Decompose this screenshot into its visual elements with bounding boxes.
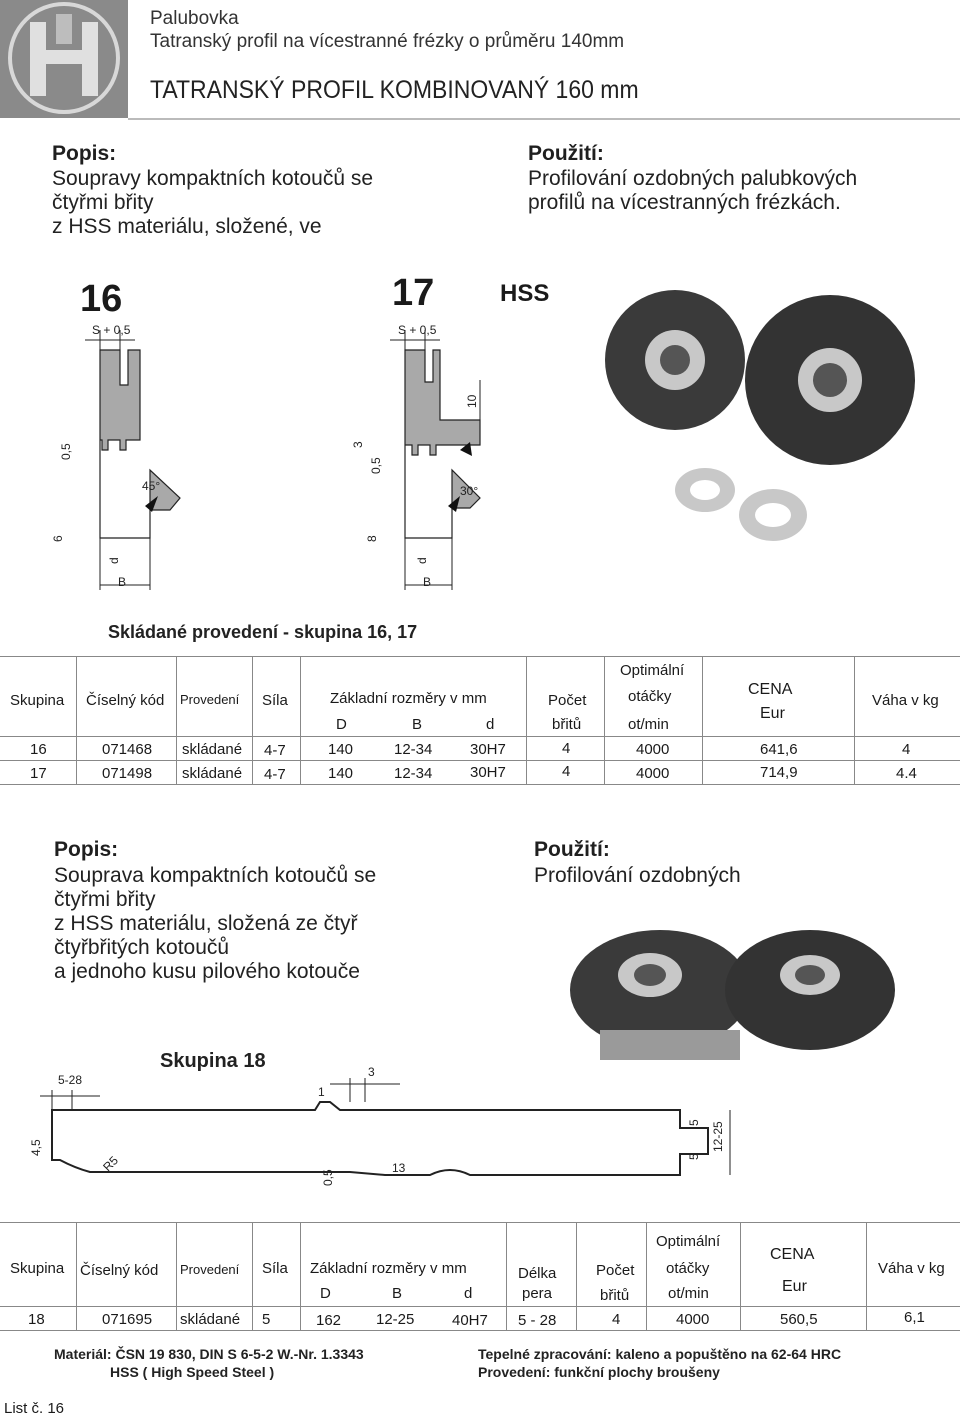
footer-hss: HSS ( High Speed Steel ) (110, 1364, 275, 1380)
dim-5-28: 5-28 (58, 1073, 83, 1087)
t2-h-otacky: otáčky (666, 1260, 710, 1277)
t2-h-provedeni: Provedení (180, 1262, 240, 1277)
t2-r1-D: 162 (316, 1312, 342, 1329)
dim-5b: 5 (687, 1153, 701, 1160)
t1-r2-vaha: 4.4 (896, 765, 917, 782)
table2 (0, 1222, 960, 1330)
t1-h-D: D (336, 716, 347, 733)
t1-r2-pocet: 4 (562, 763, 571, 780)
t2-r1-pocet: 4 (612, 1311, 621, 1328)
profile-17-8: 8 (365, 535, 379, 542)
t1-row-line (0, 760, 960, 761)
t2-r1-otacky: 4000 (676, 1311, 710, 1328)
profile-16-shape (100, 350, 180, 538)
t1-r1-B: 12-34 (394, 741, 433, 758)
t1-vline (702, 656, 703, 784)
company-logo (0, 0, 128, 118)
profile-18-shape (52, 1102, 708, 1175)
t2-h-cena: CENA (770, 1246, 815, 1263)
t1-vline (76, 656, 77, 784)
popis2-line: a jednoho kusu pilového kotouče (54, 960, 360, 983)
dim-13: 13 (392, 1161, 406, 1175)
footer-material: Materiál: ČSN 19 830, DIN S 6-5-2 W.-Nr. 1.3343 (54, 1346, 364, 1362)
t2-vline (176, 1222, 177, 1330)
t1-h-d: d (486, 716, 495, 733)
cutter-photo-1 (580, 280, 930, 550)
profile-17-angle: 30° (460, 484, 479, 498)
dim-4-5: 4,5 (29, 1139, 43, 1156)
t2-r1-skupina: 18 (28, 1311, 45, 1328)
t1-r1-sila: 4-7 (264, 742, 286, 759)
profile-17-3: 3 (351, 441, 365, 448)
t2-r1-delka: 5 - 28 (518, 1312, 557, 1329)
profile-16-b: B (118, 575, 127, 589)
t2-vline (576, 1222, 577, 1330)
t1-r2-provedeni: skládané (182, 765, 243, 782)
t1-h-otacky: otáčky (628, 688, 672, 705)
header-title: Palubovka (150, 8, 239, 29)
t2-h-B: B (392, 1285, 403, 1302)
t1-r2-D: 140 (328, 765, 354, 782)
t1-r1-pocet: 4 (562, 740, 571, 757)
profile-16-number: 16 (80, 278, 123, 320)
t2-h-vaha: Váha v kg (878, 1260, 945, 1277)
profile-16-d: d (107, 557, 121, 564)
t2-h-britu: břitů (600, 1287, 630, 1304)
pouziti2-label: Použití: (534, 838, 610, 861)
t1-h-opt: Optimální (620, 662, 685, 679)
popis-line: Soupravy kompaktních kotoučů se (52, 167, 374, 190)
pouziti-label: Použití: (528, 142, 604, 165)
group-title-18: Skupina 18 (160, 1050, 266, 1072)
page-number: List č. 16 (4, 1400, 65, 1417)
t1-r1-cena: 641,6 (760, 741, 798, 758)
t1-r1-kod: 071468 (102, 741, 153, 758)
popis-line: z HSS materiálu, složené, ve (52, 215, 322, 238)
t2-r1-sila: 5 (262, 1311, 271, 1328)
dim-1: 1 (318, 1085, 325, 1099)
profile-17-s-label: S + 0,5 (398, 323, 437, 337)
header-divider (128, 118, 960, 120)
profile-17-d: d (415, 557, 429, 564)
table2-bottom-line (0, 1330, 960, 1331)
profile-18-drawing (20, 1060, 740, 1190)
t1-h-B: B (412, 716, 423, 733)
popis-label: Popis: (52, 142, 117, 165)
profile-16-6: 6 (51, 535, 65, 542)
t1-r2-cena: 714,9 (760, 764, 798, 781)
dim-12-25: 12-25 (711, 1121, 725, 1152)
dim-5a: 5 (687, 1119, 701, 1126)
t2-vline (252, 1222, 253, 1330)
popis2-text (54, 864, 376, 984)
popis2-line: čtyřbřitých kotoučů (54, 936, 230, 959)
t1-h-vaha: Váha v kg (872, 692, 939, 709)
header-subtitle: Tatranský profil na vícestranné frézky o průměru 140mm (150, 31, 625, 52)
t2-h-kod: Číselný kód (80, 1262, 159, 1279)
t1-r1-skupina: 16 (30, 741, 47, 758)
t1-r2-kod: 071498 (102, 765, 153, 782)
t1-h-skupina: Skupina (10, 692, 65, 709)
pouziti2-text (534, 864, 741, 888)
t2-h-delka: Délka (518, 1265, 557, 1282)
t1-vline (176, 656, 177, 784)
t1-r1-provedeni: skládané (182, 741, 243, 758)
t1-r2-d: 30H7 (470, 764, 506, 781)
popis2-line: z HSS materiálu, složená ze čtyř (54, 912, 358, 935)
t2-r1-provedeni: skládané (180, 1311, 241, 1328)
t1-vline (300, 656, 301, 784)
t1-h-zakladni: Základní rozměry v mm (330, 690, 487, 707)
t2-h-skupina: Skupina (10, 1260, 65, 1277)
t2-r1-vaha: 6,1 (904, 1309, 925, 1326)
t1-vline (252, 656, 253, 784)
profile-17-10: 10 (465, 394, 479, 408)
t1-r2-B: 12-34 (394, 765, 433, 782)
t2-h-eur: Eur (782, 1278, 807, 1295)
t2-h-d: d (464, 1285, 473, 1302)
pouziti-line: profilů na vícestranných frézkách. (528, 191, 841, 214)
t1-h-eur: Eur (760, 705, 785, 722)
profile-drawings (40, 320, 500, 610)
t1-r2-sila: 4-7 (264, 766, 286, 783)
popis-text (52, 167, 373, 239)
t1-vline (526, 656, 527, 784)
t1-vline (854, 656, 855, 784)
t1-h-pocet: Počet (548, 692, 587, 709)
profile-17-number: 17 (392, 272, 435, 314)
pouziti2-line: Profilování ozdobných (534, 864, 741, 887)
t1-h-sila: Síla (262, 692, 288, 709)
profile-16-angle: 45° (142, 479, 161, 493)
profile-16-05: 0,5 (59, 443, 73, 460)
t1-h-provedeni: Provedení (180, 692, 240, 707)
popis2-label: Popis: (54, 838, 119, 861)
t2-h-otmin: ot/min (668, 1285, 709, 1302)
t2-h-D: D (320, 1285, 331, 1302)
page-main-title: TATRANSKÝ PROFIL KOMBINOVANÝ 160 mm (150, 76, 639, 104)
popis2-line: čtyřmi břity (54, 888, 156, 911)
t2-vline (506, 1222, 507, 1330)
t1-r1-D: 140 (328, 741, 354, 758)
t1-h-cena: CENA (748, 681, 793, 698)
t1-h-otmin: ot/min (628, 716, 669, 733)
popis2-line: Souprava kompaktních kotoučů se (54, 864, 377, 887)
t1-h-britu: břitů (552, 716, 582, 733)
footer-provedeni: Provedení: funkční plochy broušeny (478, 1364, 720, 1380)
t2-h-opt: Optimální (656, 1233, 721, 1250)
t2-h-pera: pera (522, 1285, 553, 1302)
t2-r1-cena: 560,5 (780, 1311, 818, 1328)
t2-vline (300, 1222, 301, 1330)
t2-r1-d: 40H7 (452, 1312, 488, 1329)
dim-3: 3 (368, 1065, 375, 1079)
t2-h-sila: Síla (262, 1260, 288, 1277)
t2-r1-kod: 071695 (102, 1311, 153, 1328)
t2-row-line (0, 1306, 960, 1307)
t1-vline (604, 656, 605, 784)
t2-vline (740, 1222, 741, 1330)
profile-17-05: 0,5 (369, 457, 383, 474)
table1 (0, 656, 960, 784)
t1-r2-otacky: 4000 (636, 765, 670, 782)
t1-r1-vaha: 4 (902, 741, 911, 758)
t1-r1-d: 30H7 (470, 741, 506, 758)
t1-r2-skupina: 17 (30, 765, 47, 782)
table1-bottom-line (0, 784, 960, 785)
group-title-16-17: Skládané provedení - skupina 16, 17 (108, 622, 418, 642)
t2-h-pocet: Počet (596, 1262, 635, 1279)
t1-h-kod: Číselný kód (86, 692, 165, 709)
profile-17-b: B (423, 575, 432, 589)
popis-line: čtyřmi břity (52, 191, 154, 214)
hss-label: HSS (500, 280, 550, 307)
dim-r5: R5 (100, 1153, 121, 1175)
t2-vline (646, 1222, 647, 1330)
t2-vline (866, 1222, 867, 1330)
pouziti-line: Profilování ozdobných palubkových (528, 167, 858, 190)
cutter-photo-2 (560, 920, 900, 1080)
t2-r1-B: 12-25 (376, 1311, 415, 1328)
t2-vline (76, 1222, 77, 1330)
t2-h-zakladni: Základní rozměry v mm (310, 1260, 467, 1277)
footer-tepelne: Tepelné zpracování: kaleno a popuštěno na 62-64 HRC (478, 1346, 842, 1362)
t1-r1-otacky: 4000 (636, 741, 670, 758)
t1-row-line (0, 736, 960, 737)
dim-0-5: 0,5 (321, 1169, 335, 1186)
profile-16-s-label: S + 0,5 (92, 323, 131, 337)
pouziti-text (528, 167, 857, 215)
